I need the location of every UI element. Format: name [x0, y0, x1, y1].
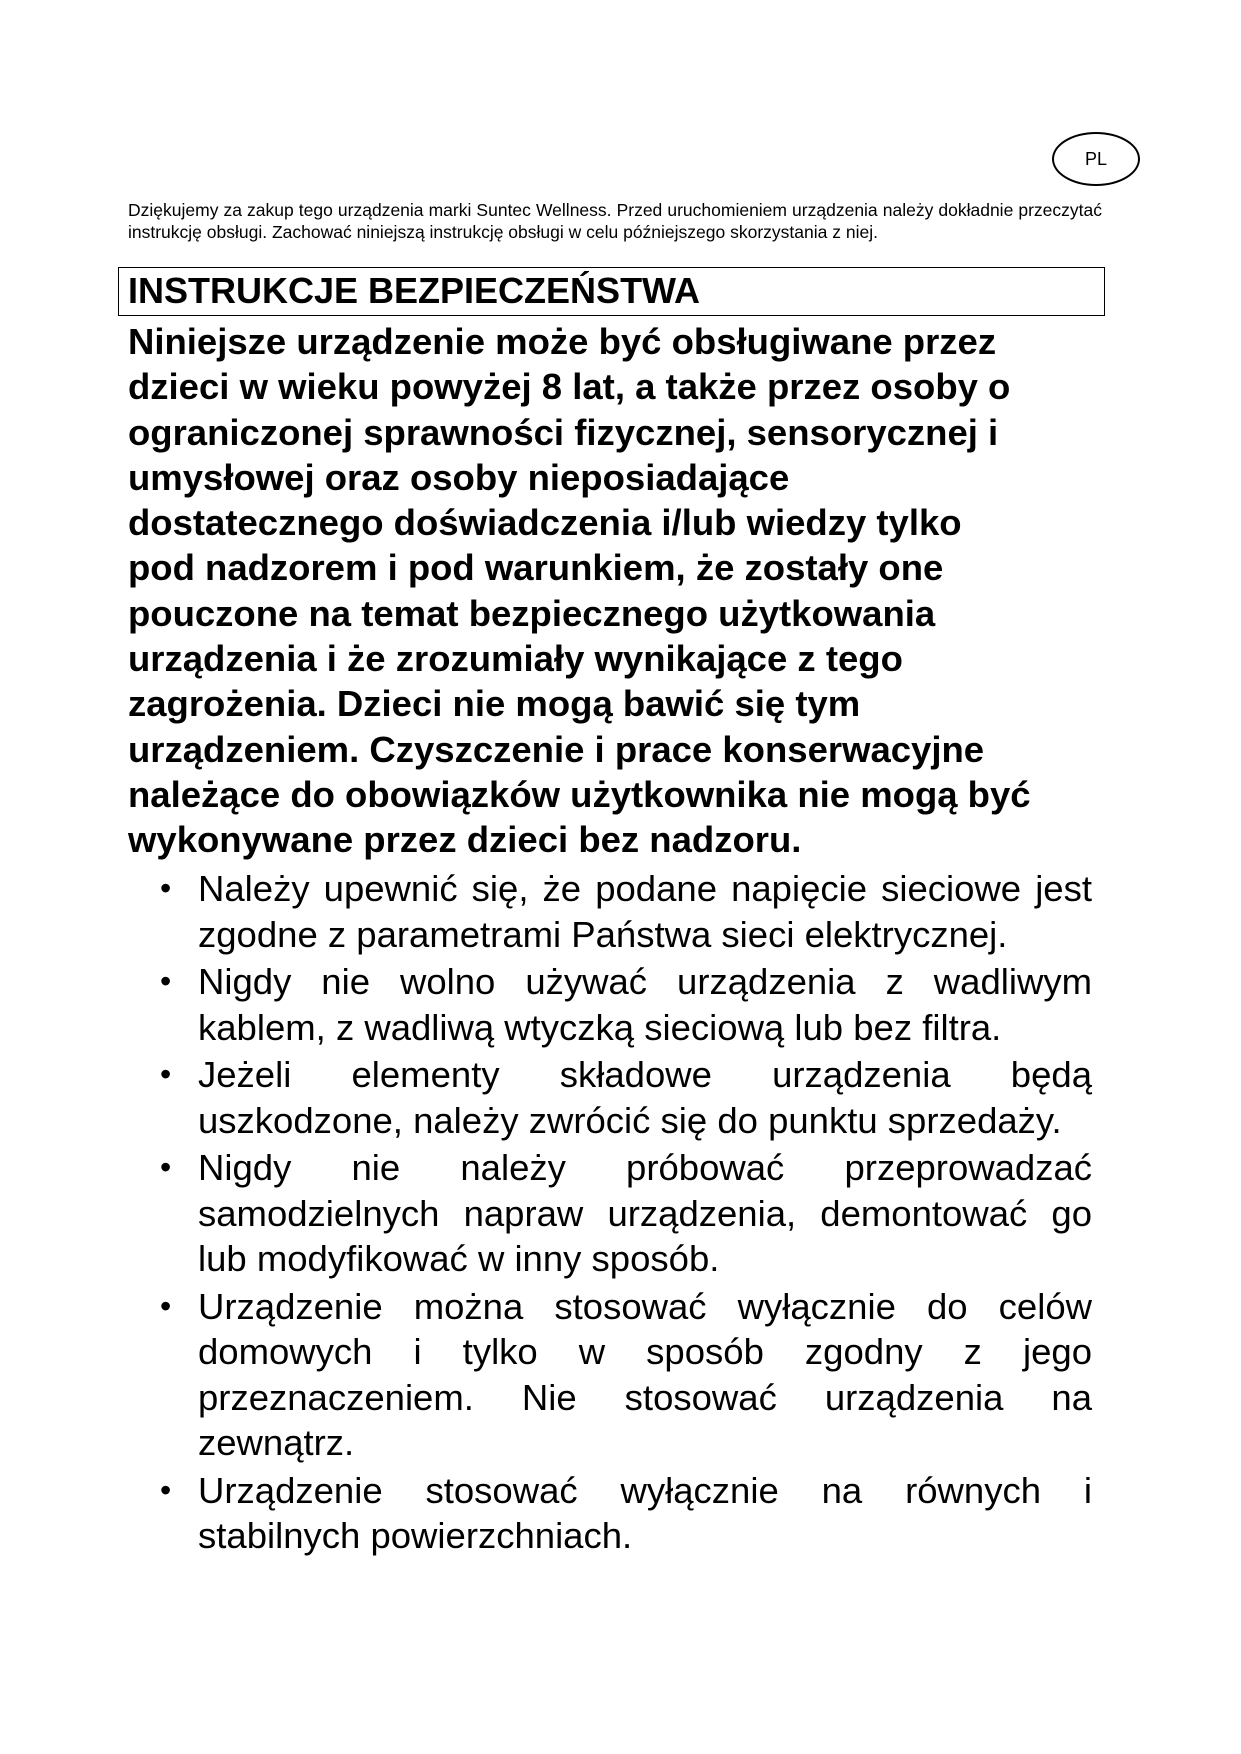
warning-line: dostatecznego doświadczenia i/lub wiedzy tylko	[128, 502, 962, 544]
warning-line: pouczone na temat bezpiecznego użytkowania	[128, 592, 936, 634]
list-item-text: Jeżeli elementy składowe urządzenia będą uszkodzone, należy zwrócić się do punktu sprzedaży.	[198, 1054, 1092, 1141]
list-item	[160, 866, 1092, 957]
list-item	[160, 1284, 1092, 1466]
list-item	[160, 1145, 1092, 1282]
list-item-text: Urządzenie stosować wyłącznie na równych i stabilnych powierzchniach.	[198, 1469, 1092, 1556]
warning-line: zagrożenia. Dzieci nie mogą bawić się tym	[128, 683, 861, 725]
intro-paragraph: Dziękujemy za zakup tego urządzenia marki Suntec Wellness. Przed uruchomieniem urządzenia należy dokładnie przeczytać instrukcję obsługi. Zachować niniejszą instrukcję obsługi w celu późniejszego skorzystania z niej.	[128, 200, 1102, 242]
warning-line: należące do obowiązków użytkownika nie mogą być	[128, 773, 1031, 815]
language-badge: PL	[1052, 132, 1140, 186]
list-item-text: Nigdy nie wolno używać urządzenia z wadliwym kablem, z wadliwą wtyczką sieciową lub bez filtra.	[198, 961, 1092, 1048]
list-item	[160, 1052, 1092, 1143]
safety-bullet-list	[0, 866, 1241, 1561]
warning-line: umysłowej oraz osoby nieposiadające	[128, 456, 790, 498]
warning-line: urządzenia i że zrozumiały wynikające z tego	[128, 638, 903, 680]
list-item-text: Nigdy nie należy próbować przeprowadzać samodzielnych napraw urządzenia, demontować go lub modyfikować w inny sposób.	[198, 1147, 1092, 1279]
bullet-icon: •	[160, 1471, 172, 1508]
list-item	[160, 1468, 1092, 1559]
warning-line: urządzeniem. Czyszczenie i prace konserwacyjne	[128, 728, 985, 770]
warning-line: pod nadzorem i pod warunkiem, że zostały one	[128, 547, 944, 589]
warning-line: ograniczonej sprawności fizycznej, sensorycznej i	[128, 411, 999, 453]
section-heading: INSTRUKCJE BEZPIECZEŃSTWA	[118, 267, 1105, 316]
list-item-text: Należy upewnić się, że podane napięcie sieciowe jest zgodne z parametrami Państwa sieci elektrycznej.	[198, 868, 1092, 955]
bullet-icon: •	[160, 870, 172, 906]
warning-line: Niniejsze urządzenie może być obsługiwane przez	[128, 321, 997, 362]
warning-line: dzieci w wieku powyżej 8 lat, a także przez osoby o	[128, 366, 1011, 408]
warning-line: wykonywane przez dzieci bez nadzoru.	[128, 819, 802, 861]
list-item-text: Urządzenie można stosować wyłącznie do celów domowych i tylko w sposób zgodny z jego przeznaczeniem. Nie stosować urządzenia na zewnątrz.	[198, 1285, 1092, 1463]
bullet-icon: •	[160, 1056, 172, 1092]
child-safety-warning	[128, 319, 1096, 863]
bullet-icon: •	[160, 963, 172, 999]
bullet-icon: •	[160, 1149, 172, 1185]
bullet-icon: •	[160, 1287, 172, 1324]
list-item	[160, 959, 1092, 1050]
